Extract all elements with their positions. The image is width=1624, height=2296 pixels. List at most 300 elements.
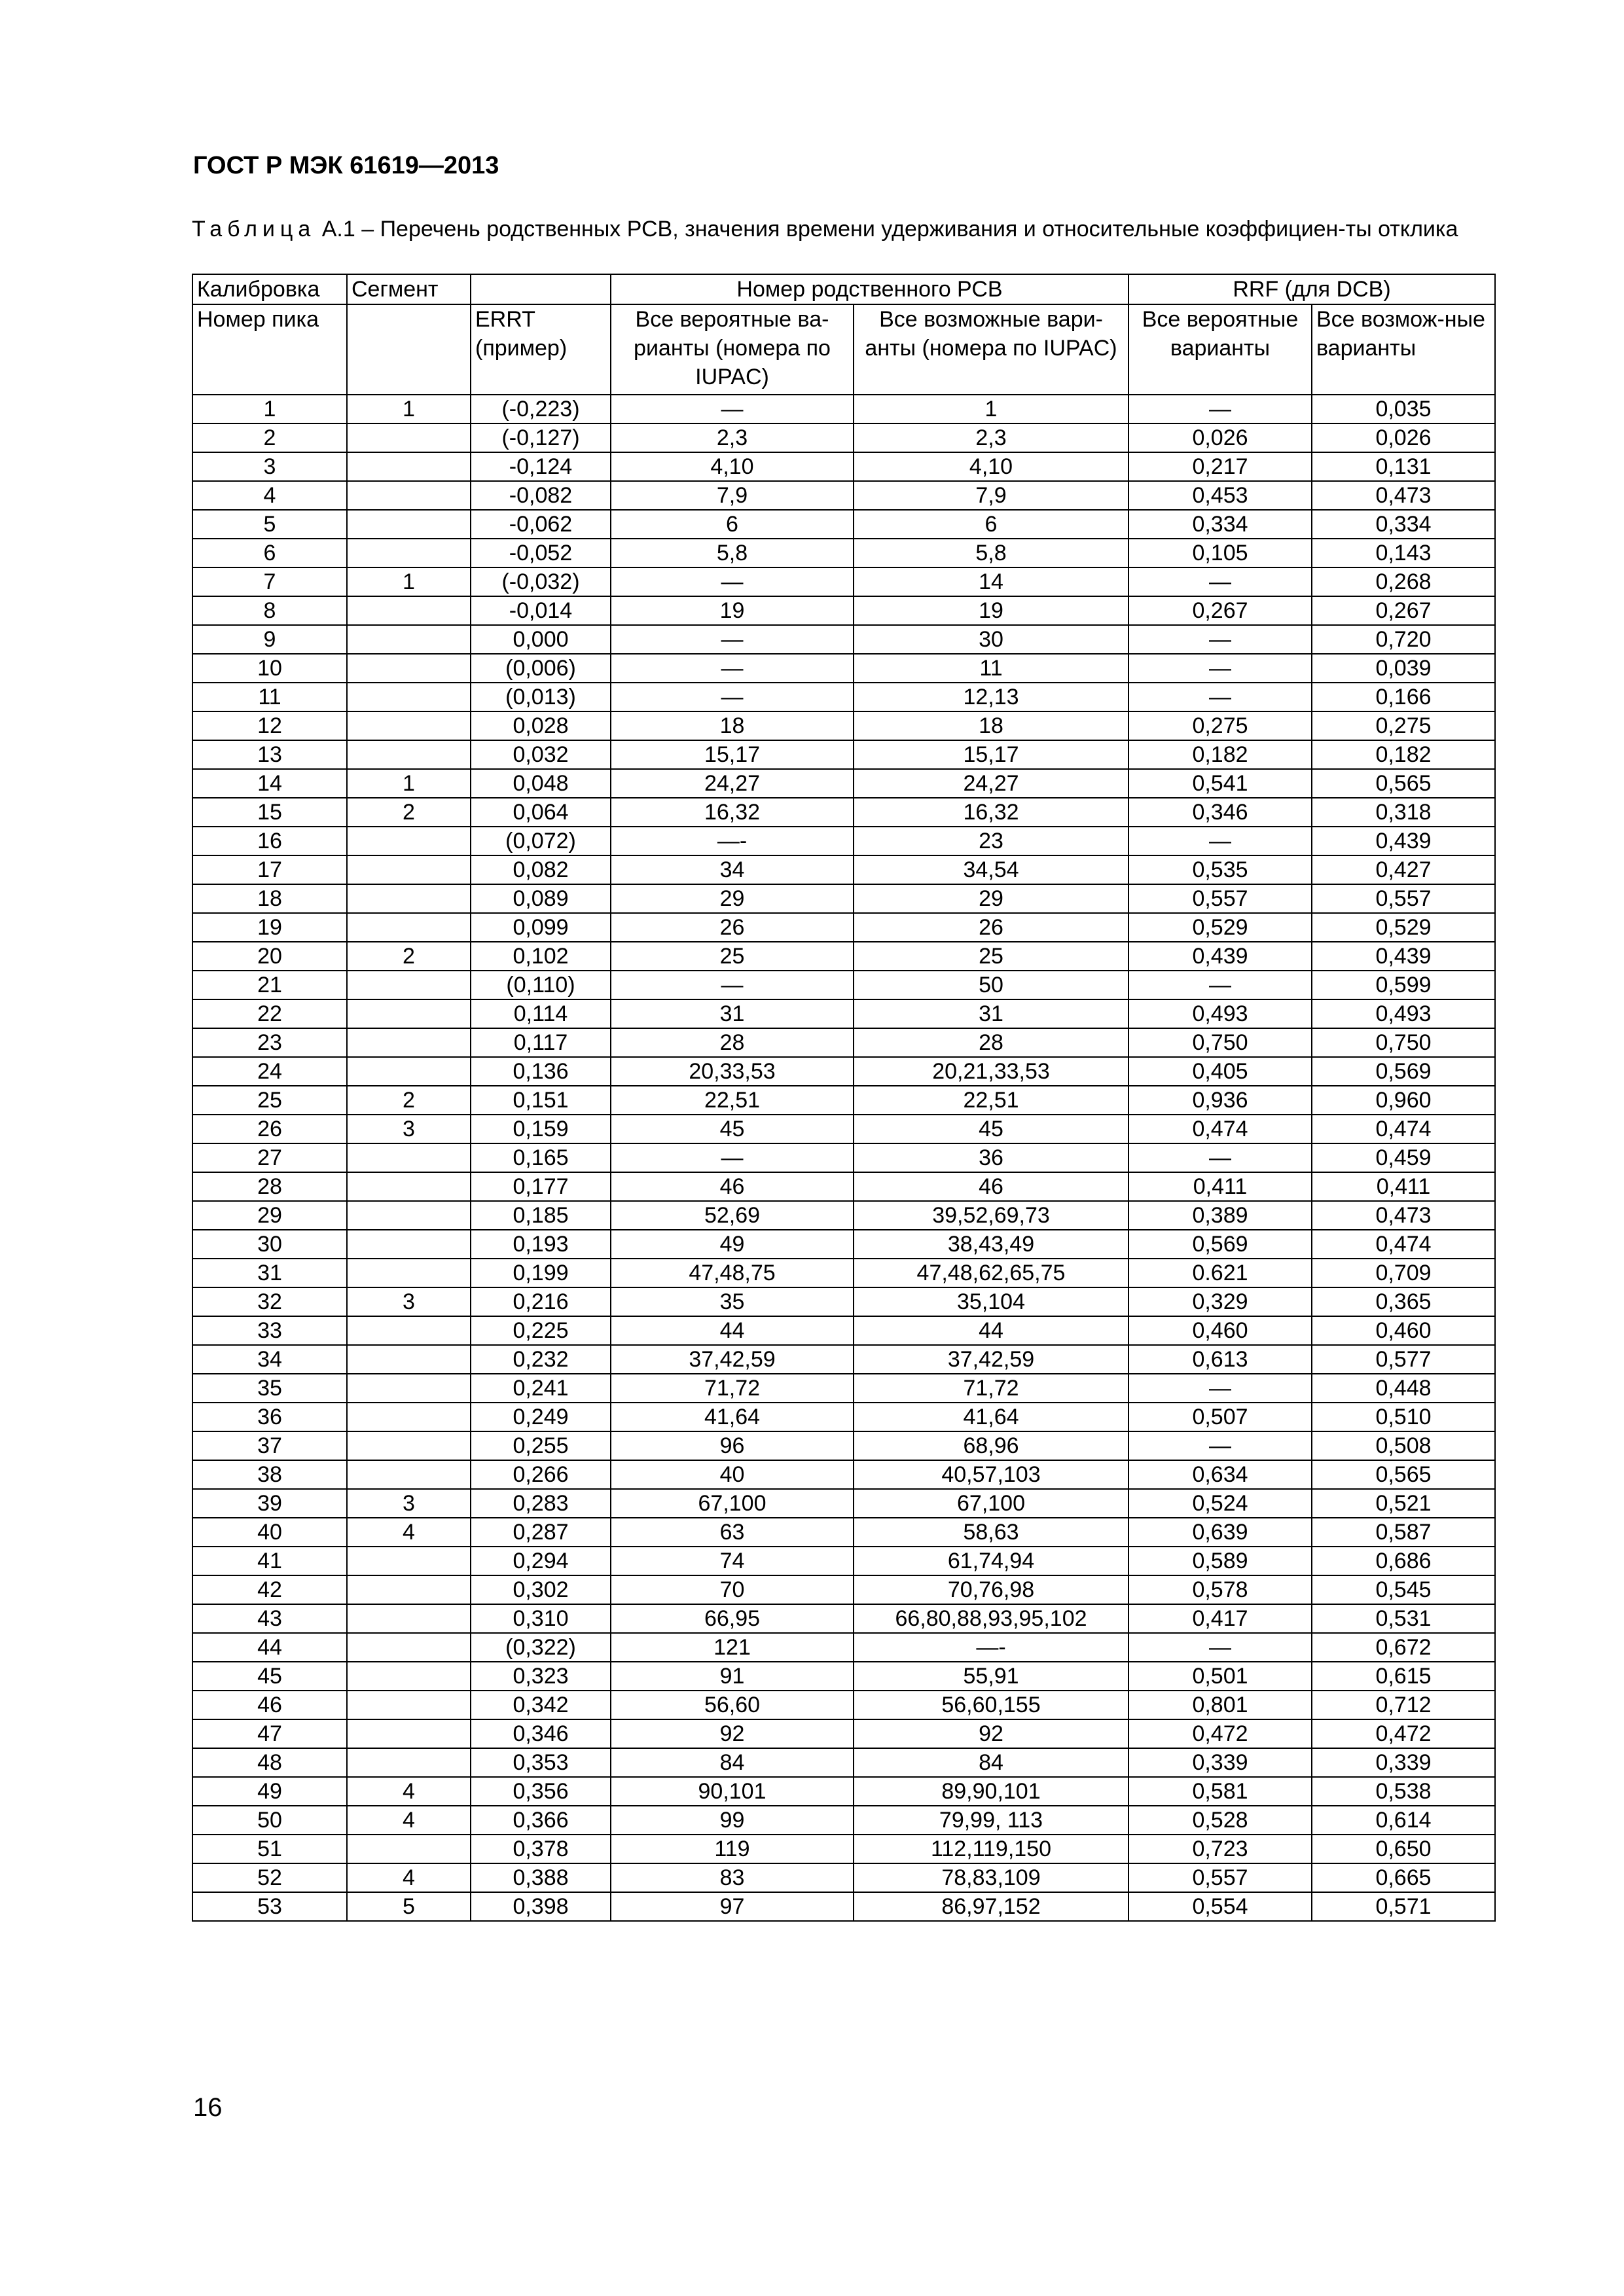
peak-number-cell: 43 [192, 1604, 347, 1633]
rrf-possible-cell: 0,545 [1312, 1575, 1495, 1604]
pcb-table [192, 274, 1496, 1922]
rrf-possible-cell: 0,448 [1312, 1374, 1495, 1403]
errt-cell: -0,052 [471, 539, 611, 567]
possible-variants-cell: 61,74,94 [854, 1547, 1128, 1575]
segment-cell: 2 [347, 942, 471, 971]
probable-variants-cell: 22,51 [611, 1086, 854, 1115]
rrf-possible-cell: 0,131 [1312, 452, 1495, 481]
table-row [192, 971, 1495, 999]
rrf-probable-cell: 0,723 [1128, 1835, 1312, 1863]
possible-variants-cell: 40,57,103 [854, 1460, 1128, 1489]
errt-cell: 0,064 [471, 798, 611, 827]
possible-variants-cell: 37,42,59 [854, 1345, 1128, 1374]
probable-variants-cell: 25 [611, 942, 854, 971]
possible-variants-cell: 26 [854, 913, 1128, 942]
probable-variants-cell: 66,95 [611, 1604, 854, 1633]
rrf-probable-cell: 0,267 [1128, 596, 1312, 625]
errt-cell: 0,255 [471, 1431, 611, 1460]
table-row [192, 798, 1495, 827]
peak-number-cell: 48 [192, 1748, 347, 1777]
segment-cell [347, 1316, 471, 1345]
errt-cell: 0,032 [471, 740, 611, 769]
probable-variants-cell: 16,32 [611, 798, 854, 827]
probable-variants-cell: 15,17 [611, 740, 854, 769]
rrf-probable-cell: 0,936 [1128, 1086, 1312, 1115]
errt-cell: 0,048 [471, 769, 611, 798]
segment-cell: 1 [347, 567, 471, 596]
possible-variants-cell: 22,51 [854, 1086, 1128, 1115]
rrf-probable-cell: 0,026 [1128, 423, 1312, 452]
table-row [192, 1489, 1495, 1518]
rrf-probable-cell: 0,589 [1128, 1547, 1312, 1575]
table-row [192, 827, 1495, 855]
segment-cell: 1 [347, 769, 471, 798]
peak-number-cell: 11 [192, 683, 347, 711]
table-row [192, 625, 1495, 654]
rrf-possible-cell: 0,960 [1312, 1086, 1495, 1115]
rrf-probable-cell: — [1128, 683, 1312, 711]
rrf-possible-cell: 0,650 [1312, 1835, 1495, 1863]
rrf-probable-cell: 0,474 [1128, 1115, 1312, 1143]
probable-variants-cell: 52,69 [611, 1201, 854, 1230]
segment-cell [347, 999, 471, 1028]
errt-cell: 0,388 [471, 1863, 611, 1892]
segment-cell [347, 1662, 471, 1691]
possible-variants-cell: 19 [854, 596, 1128, 625]
rrf-possible-cell: 0,709 [1312, 1259, 1495, 1287]
segment-cell [347, 1460, 471, 1489]
possible-variants-cell: 14 [854, 567, 1128, 596]
probable-variants-cell: 26 [611, 913, 854, 942]
peak-number-cell: 38 [192, 1460, 347, 1489]
probable-variants-cell: —- [611, 827, 854, 855]
segment-cell: 4 [347, 1777, 471, 1806]
segment-cell: 3 [347, 1287, 471, 1316]
rrf-possible-cell: 0,439 [1312, 827, 1495, 855]
segment-cell [347, 971, 471, 999]
segment-cell [347, 1604, 471, 1633]
probable-variants-cell: 4,10 [611, 452, 854, 481]
peak-number-cell: 12 [192, 711, 347, 740]
rrf-probable-cell: — [1128, 654, 1312, 683]
segment-cell: 2 [347, 1086, 471, 1115]
segment-cell [347, 1719, 471, 1748]
segment-cell: 3 [347, 1489, 471, 1518]
possible-variants-cell: 84 [854, 1748, 1128, 1777]
header-segment-empty [347, 304, 471, 395]
probable-variants-cell: 67,100 [611, 1489, 854, 1518]
segment-cell [347, 1345, 471, 1374]
segment-cell: 1 [347, 395, 471, 423]
possible-variants-cell: 68,96 [854, 1431, 1128, 1460]
errt-cell: 0,028 [471, 711, 611, 740]
page-number: 16 [193, 2093, 223, 2122]
possible-variants-cell: 47,48,62,65,75 [854, 1259, 1128, 1287]
rrf-probable-cell: 0,217 [1128, 452, 1312, 481]
possible-variants-cell: 86,97,152 [854, 1892, 1128, 1921]
table-row [192, 1518, 1495, 1547]
segment-cell [347, 625, 471, 654]
errt-cell: 0,398 [471, 1892, 611, 1921]
peak-number-cell: 32 [192, 1287, 347, 1316]
rrf-probable-cell: 0,411 [1128, 1172, 1312, 1201]
table-row [192, 1460, 1495, 1489]
rrf-probable-cell: 0,524 [1128, 1489, 1312, 1518]
probable-variants-cell: — [611, 395, 854, 423]
table-row [192, 884, 1495, 913]
possible-variants-cell: 112,119,150 [854, 1835, 1128, 1863]
peak-number-cell: 10 [192, 654, 347, 683]
rrf-probable-cell: 0,417 [1128, 1604, 1312, 1633]
possible-variants-cell: 34,54 [854, 855, 1128, 884]
errt-cell: 0,000 [471, 625, 611, 654]
probable-variants-cell: 56,60 [611, 1691, 854, 1719]
rrf-probable-cell: 0,182 [1128, 740, 1312, 769]
possible-variants-cell: 12,13 [854, 683, 1128, 711]
rrf-possible-cell: 0,750 [1312, 1028, 1495, 1057]
probable-variants-cell: 63 [611, 1518, 854, 1547]
rrf-possible-cell: 0,026 [1312, 423, 1495, 452]
rrf-possible-cell: 0,529 [1312, 913, 1495, 942]
peak-number-cell: 33 [192, 1316, 347, 1345]
peak-number-cell: 39 [192, 1489, 347, 1518]
errt-cell: 0,249 [471, 1403, 611, 1431]
segment-cell [347, 1201, 471, 1230]
rrf-probable-cell: 0,557 [1128, 884, 1312, 913]
possible-variants-cell: 6 [854, 510, 1128, 539]
rrf-probable-cell: — [1128, 827, 1312, 855]
segment-cell [347, 1748, 471, 1777]
rrf-possible-cell: 0,493 [1312, 999, 1495, 1028]
table-row [192, 423, 1495, 452]
rrf-possible-cell: 0,508 [1312, 1431, 1495, 1460]
peak-number-cell: 18 [192, 884, 347, 913]
rrf-probable-cell: — [1128, 971, 1312, 999]
peak-number-cell: 13 [192, 740, 347, 769]
table-row [192, 1604, 1495, 1633]
errt-cell: 0,165 [471, 1143, 611, 1172]
errt-cell: 0,102 [471, 942, 611, 971]
rrf-possible-cell: 0,531 [1312, 1604, 1495, 1633]
rrf-probable-cell: 0,493 [1128, 999, 1312, 1028]
segment-cell [347, 539, 471, 567]
header-pcb-number: Номер родственного РСВ [611, 274, 1128, 304]
errt-cell: 0,082 [471, 855, 611, 884]
possible-variants-cell: 20,21,33,53 [854, 1057, 1128, 1086]
rrf-probable-cell: 0,105 [1128, 539, 1312, 567]
errt-cell: 0,346 [471, 1719, 611, 1748]
peak-number-cell: 44 [192, 1633, 347, 1662]
rrf-probable-cell: 0.621 [1128, 1259, 1312, 1287]
rrf-possible-cell: 0,474 [1312, 1230, 1495, 1259]
table-row [192, 1374, 1495, 1403]
rrf-possible-cell: 0,166 [1312, 683, 1495, 711]
table-caption [192, 216, 1501, 242]
table-row [192, 1633, 1495, 1662]
header-rrf-probable: Все вероятные варианты [1128, 304, 1312, 395]
probable-variants-cell: 34 [611, 855, 854, 884]
errt-cell: 0,117 [471, 1028, 611, 1057]
probable-variants-cell: 121 [611, 1633, 854, 1662]
rrf-possible-cell: 0,143 [1312, 539, 1495, 567]
rrf-possible-cell: 0,665 [1312, 1863, 1495, 1892]
rrf-possible-cell: 0,587 [1312, 1518, 1495, 1547]
errt-cell: -0,062 [471, 510, 611, 539]
peak-number-cell: 25 [192, 1086, 347, 1115]
probable-variants-cell: 84 [611, 1748, 854, 1777]
header-row-1 [192, 274, 1495, 304]
table-row [192, 1115, 1495, 1143]
segment-cell [347, 1374, 471, 1403]
rrf-possible-cell: 0,427 [1312, 855, 1495, 884]
rrf-probable-cell: 0,613 [1128, 1345, 1312, 1374]
possible-variants-cell: 70,76,98 [854, 1575, 1128, 1604]
probable-variants-cell: 45 [611, 1115, 854, 1143]
table-row [192, 510, 1495, 539]
table-row [192, 481, 1495, 510]
possible-variants-cell: 45 [854, 1115, 1128, 1143]
possible-variants-cell: 92 [854, 1719, 1128, 1748]
errt-cell: 0,114 [471, 999, 611, 1028]
peak-number-cell: 14 [192, 769, 347, 798]
peak-number-cell: 50 [192, 1806, 347, 1835]
header-calibration: Калибровка [192, 274, 347, 304]
probable-variants-cell: 70 [611, 1575, 854, 1604]
header-rrf: RRF (для DCB) [1128, 274, 1495, 304]
peak-number-cell: 28 [192, 1172, 347, 1201]
errt-cell: (-0,223) [471, 395, 611, 423]
peak-number-cell: 26 [192, 1115, 347, 1143]
probable-variants-cell: 29 [611, 884, 854, 913]
table-row [192, 999, 1495, 1028]
errt-cell: 0,302 [471, 1575, 611, 1604]
table-row [192, 1719, 1495, 1748]
segment-cell [347, 1633, 471, 1662]
probable-variants-cell: 7,9 [611, 481, 854, 510]
peak-number-cell: 9 [192, 625, 347, 654]
possible-variants-cell: 29 [854, 884, 1128, 913]
rrf-possible-cell: 0,510 [1312, 1403, 1495, 1431]
possible-variants-cell: 4,10 [854, 452, 1128, 481]
probable-variants-cell: 96 [611, 1431, 854, 1460]
table-row [192, 1547, 1495, 1575]
peak-number-cell: 47 [192, 1719, 347, 1748]
rrf-possible-cell: 0,521 [1312, 1489, 1495, 1518]
caption-text: А.1 – Перечень родственных РСВ, значения времени удерживания и относительные коэффициен-ты отклика [316, 217, 1458, 242]
errt-cell: 0,159 [471, 1115, 611, 1143]
probable-variants-cell: 37,42,59 [611, 1345, 854, 1374]
errt-cell: 0,310 [471, 1604, 611, 1633]
table-row [192, 1575, 1495, 1604]
rrf-probable-cell: — [1128, 567, 1312, 596]
table-row [192, 1345, 1495, 1374]
segment-cell [347, 827, 471, 855]
header-empty [471, 274, 611, 304]
segment-cell [347, 1547, 471, 1575]
probable-variants-cell: 41,64 [611, 1403, 854, 1431]
rrf-probable-cell: 0,453 [1128, 481, 1312, 510]
rrf-possible-cell: 0,275 [1312, 711, 1495, 740]
table-row [192, 1835, 1495, 1863]
segment-cell: 5 [347, 1892, 471, 1921]
peak-number-cell: 1 [192, 395, 347, 423]
probable-variants-cell: 83 [611, 1863, 854, 1892]
possible-variants-cell: 31 [854, 999, 1128, 1028]
rrf-probable-cell: — [1128, 1143, 1312, 1172]
rrf-possible-cell: 0,474 [1312, 1115, 1495, 1143]
peak-number-cell: 21 [192, 971, 347, 999]
possible-variants-cell: 67,100 [854, 1489, 1128, 1518]
possible-variants-cell: 5,8 [854, 539, 1128, 567]
rrf-probable-cell: 0,578 [1128, 1575, 1312, 1604]
rrf-possible-cell: 0,686 [1312, 1547, 1495, 1575]
rrf-possible-cell: 0,672 [1312, 1633, 1495, 1662]
rrf-probable-cell: — [1128, 625, 1312, 654]
table-row [192, 395, 1495, 423]
peak-number-cell: 3 [192, 452, 347, 481]
table-row [192, 711, 1495, 740]
errt-cell: 0,099 [471, 913, 611, 942]
peak-number-cell: 23 [192, 1028, 347, 1057]
segment-cell [347, 1403, 471, 1431]
rrf-probable-cell: 0,750 [1128, 1028, 1312, 1057]
segment-cell [347, 1172, 471, 1201]
segment-cell [347, 1143, 471, 1172]
possible-variants-cell: 35,104 [854, 1287, 1128, 1316]
errt-cell: (0,013) [471, 683, 611, 711]
rrf-probable-cell: 0,529 [1128, 913, 1312, 942]
header-peak-number: Номер пика [192, 304, 347, 395]
rrf-probable-cell: 0,460 [1128, 1316, 1312, 1345]
probable-variants-cell: 44 [611, 1316, 854, 1345]
segment-cell [347, 423, 471, 452]
probable-variants-cell: 2,3 [611, 423, 854, 452]
errt-cell: 0,287 [471, 1518, 611, 1547]
segment-cell [347, 740, 471, 769]
possible-variants-cell: 46 [854, 1172, 1128, 1201]
possible-variants-cell: 41,64 [854, 1403, 1128, 1431]
probable-variants-cell: 91 [611, 1662, 854, 1691]
table-row [192, 654, 1495, 683]
rrf-possible-cell: 0,577 [1312, 1345, 1495, 1374]
segment-cell: 2 [347, 798, 471, 827]
segment-cell [347, 1835, 471, 1863]
rrf-probable-cell: — [1128, 1374, 1312, 1403]
rrf-probable-cell: — [1128, 1431, 1312, 1460]
table-row [192, 1892, 1495, 1921]
errt-cell: 0,177 [471, 1172, 611, 1201]
header-row-2 [192, 304, 1495, 395]
errt-cell: 0,225 [471, 1316, 611, 1345]
probable-variants-cell: — [611, 971, 854, 999]
rrf-probable-cell: 0,541 [1128, 769, 1312, 798]
peak-number-cell: 40 [192, 1518, 347, 1547]
probable-variants-cell: 18 [611, 711, 854, 740]
peak-number-cell: 6 [192, 539, 347, 567]
rrf-possible-cell: 0,334 [1312, 510, 1495, 539]
errt-cell: 0,366 [471, 1806, 611, 1835]
table-row [192, 1086, 1495, 1115]
probable-variants-cell: 40 [611, 1460, 854, 1489]
errt-cell: 0,356 [471, 1777, 611, 1806]
segment-cell [347, 452, 471, 481]
rrf-probable-cell: 0,329 [1128, 1287, 1312, 1316]
table-row [192, 596, 1495, 625]
table-row [192, 1201, 1495, 1230]
rrf-probable-cell: 0,557 [1128, 1863, 1312, 1892]
rrf-possible-cell: 0,035 [1312, 395, 1495, 423]
segment-cell [347, 711, 471, 740]
table-row [192, 1172, 1495, 1201]
probable-variants-cell: — [611, 654, 854, 683]
table-row [192, 942, 1495, 971]
rrf-probable-cell: 0,275 [1128, 711, 1312, 740]
table-row [192, 1316, 1495, 1345]
header-possible-variants: Все возможные вари-анты (номера по IUPAC) [854, 304, 1128, 395]
rrf-possible-cell: 0,615 [1312, 1662, 1495, 1691]
possible-variants-cell: 28 [854, 1028, 1128, 1057]
possible-variants-cell: 23 [854, 827, 1128, 855]
rrf-possible-cell: 0,318 [1312, 798, 1495, 827]
segment-cell [347, 654, 471, 683]
errt-cell: 0,353 [471, 1748, 611, 1777]
segment-cell: 3 [347, 1115, 471, 1143]
rrf-possible-cell: 0,565 [1312, 769, 1495, 798]
segment-cell [347, 855, 471, 884]
possible-variants-cell: 58,63 [854, 1518, 1128, 1547]
rrf-possible-cell: 0,267 [1312, 596, 1495, 625]
peak-number-cell: 16 [192, 827, 347, 855]
rrf-probable-cell: 0,528 [1128, 1806, 1312, 1835]
table-row [192, 1806, 1495, 1835]
peak-number-cell: 49 [192, 1777, 347, 1806]
probable-variants-cell: — [611, 683, 854, 711]
possible-variants-cell: 2,3 [854, 423, 1128, 452]
rrf-possible-cell: 0,339 [1312, 1748, 1495, 1777]
peak-number-cell: 29 [192, 1201, 347, 1230]
errt-cell: 0,136 [471, 1057, 611, 1086]
errt-cell: (-0,032) [471, 567, 611, 596]
rrf-possible-cell: 0,720 [1312, 625, 1495, 654]
probable-variants-cell: 74 [611, 1547, 854, 1575]
table-row [192, 740, 1495, 769]
errt-cell: 0,342 [471, 1691, 611, 1719]
rrf-possible-cell: 0,571 [1312, 1892, 1495, 1921]
errt-cell: 0,323 [471, 1662, 611, 1691]
rrf-probable-cell: 0,472 [1128, 1719, 1312, 1748]
table-row [192, 1259, 1495, 1287]
probable-variants-cell: 28 [611, 1028, 854, 1057]
rrf-probable-cell: — [1128, 395, 1312, 423]
possible-variants-cell: 78,83,109 [854, 1863, 1128, 1892]
header-errt: ERRT (пример) [471, 304, 611, 395]
rrf-probable-cell: 0,501 [1128, 1662, 1312, 1691]
segment-cell: 4 [347, 1518, 471, 1547]
peak-number-cell: 42 [192, 1575, 347, 1604]
rrf-possible-cell: 0,565 [1312, 1460, 1495, 1489]
segment-cell [347, 913, 471, 942]
rrf-probable-cell: 0,405 [1128, 1057, 1312, 1086]
table-row [192, 683, 1495, 711]
peak-number-cell: 5 [192, 510, 347, 539]
rrf-possible-cell: 0,460 [1312, 1316, 1495, 1345]
table-row [192, 1691, 1495, 1719]
possible-variants-cell: 39,52,69,73 [854, 1201, 1128, 1230]
rrf-probable-cell: 0,554 [1128, 1892, 1312, 1921]
probable-variants-cell: 92 [611, 1719, 854, 1748]
probable-variants-cell: — [611, 567, 854, 596]
possible-variants-cell: 18 [854, 711, 1128, 740]
